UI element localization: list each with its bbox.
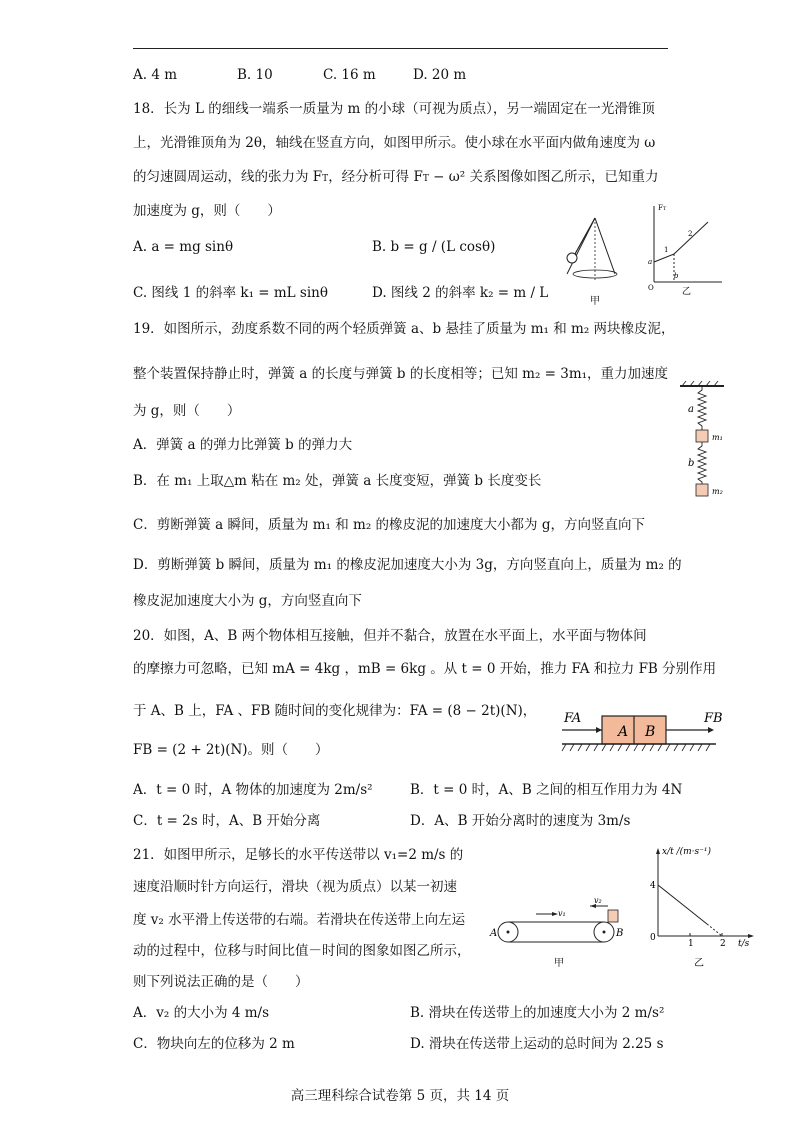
svg-text:v₂: v₂ bbox=[594, 896, 602, 905]
svg-text:2: 2 bbox=[720, 939, 726, 949]
q21-option-d: D. 滑块在传送带上运动的总时间为 2.25 s bbox=[410, 1036, 664, 1052]
q20-line-1: 20．如图，A、B 两个物体相互接触，但并不黏合，放置在水平面上，水平面与物体间 bbox=[133, 628, 647, 644]
q19-option-d-line-2: 橡皮泥加速度大小为 g，方向竖直向下 bbox=[133, 593, 362, 609]
q20-line-4: FB = (2 + 2t)(N)。则（ ） bbox=[133, 742, 329, 758]
q18-figure-cone bbox=[555, 212, 635, 312]
q18-line-3: 的匀速圆周运动，线的张力为 FT，经分析可得 FT − ω² 关系图像如图乙所示，已知重力 bbox=[133, 169, 659, 185]
q21-figure-graph bbox=[648, 842, 758, 972]
q19-line-3: 为 g，则（ ） bbox=[133, 403, 241, 419]
fig-jia-label: 甲 bbox=[590, 296, 600, 307]
svg-text:b: b bbox=[674, 272, 679, 280]
svg-text:m₂: m₂ bbox=[712, 487, 723, 496]
q18-figure-graph bbox=[648, 200, 728, 295]
q19-figure-springs bbox=[672, 380, 732, 500]
q21-figure-conveyor bbox=[486, 892, 636, 970]
q20-line-3: 于 A、B 上，FA 、FB 随时间的变化规律为：FA = (8 − 2t)(N)， bbox=[133, 703, 537, 719]
svg-text:O: O bbox=[648, 284, 654, 292]
svg-text:2: 2 bbox=[688, 230, 693, 238]
q21-line-1: 21．如图甲所示，足够长的水平传送带以 v₁=2 m/s 的 bbox=[133, 847, 464, 863]
q21-option-b: B. 滑块在传送带上的加速度大小为 2 m/s² bbox=[410, 1005, 665, 1021]
svg-text:FB: FB bbox=[704, 711, 723, 726]
svg-text:m₁: m₁ bbox=[712, 433, 723, 442]
q20-figure-blocks bbox=[558, 706, 728, 758]
q19-line-1: 19．如图所示，劲度系数不同的两个轻质弹簧 a、b 悬挂了质量为 m₁ 和 m₂ 两块橡皮泥， bbox=[133, 321, 675, 337]
svg-text:B: B bbox=[616, 928, 624, 939]
top-rule bbox=[133, 48, 668, 49]
q19-option-a: A．弹簧 a 的弹力比弹簧 b 的弹力大 bbox=[133, 437, 353, 453]
q17-option-d: D. 20 m bbox=[413, 67, 467, 83]
svg-text:甲: 甲 bbox=[554, 958, 564, 969]
q20-line-2: 的摩擦力可忽略，已知 mA = 4kg ，mB = 6kg 。从 t = 0 开始，推力 FA 和拉力 FB 分别作用 bbox=[133, 661, 717, 677]
svg-text:v₁: v₁ bbox=[558, 909, 566, 918]
svg-text:乙: 乙 bbox=[694, 958, 704, 969]
svg-text:A: A bbox=[618, 724, 629, 740]
svg-text:a: a bbox=[688, 404, 694, 415]
svg-text:4: 4 bbox=[650, 881, 656, 891]
q21-option-a: A．v₂ 的大小为 4 m/s bbox=[133, 1005, 270, 1021]
svg-text:1: 1 bbox=[664, 246, 669, 254]
svg-text:a: a bbox=[648, 258, 653, 266]
svg-text:x/t /(m·s⁻¹): x/t /(m·s⁻¹) bbox=[662, 847, 712, 857]
svg-text:A: A bbox=[490, 928, 498, 939]
q18-option-a: A. a = mg sinθ bbox=[133, 239, 234, 255]
q21-option-c: C．物块向左的位移为 2 m bbox=[133, 1036, 295, 1052]
q20-option-a: A．t = 0 时，A 物体的加速度为 2m/s² bbox=[133, 782, 373, 798]
fig-yi-label: 乙 bbox=[682, 287, 692, 297]
q19-line-2: 整个装置保持静止时，弹簧 a 的长度与弹簧 b 的长度相等；已知 m₂ = 3m₁，重力加速度 bbox=[133, 366, 669, 382]
q17-option-b: B. 10 bbox=[237, 67, 273, 83]
q18-line-1: 18．长为 L 的细线一端系一质量为 m 的小球（可视为质点），另一端固定在一光滑锥顶 bbox=[133, 101, 655, 117]
svg-text:t/s: t/s bbox=[738, 939, 750, 949]
q21-line-2: 速度沿顺时针方向运行，滑块（视为质点）以某一初速 bbox=[133, 879, 457, 895]
q20-option-d: D．A、B 开始分离时的速度为 3m/s bbox=[410, 813, 631, 829]
page-footer: 高三理科综合试卷第 5 页，共 14 页 bbox=[290, 1088, 510, 1104]
svg-text:b: b bbox=[688, 458, 695, 469]
q19-option-c: C．剪断弹簧 a 瞬间，质量为 m₁ 和 m₂ 的橡皮泥的加速度大小都为 g，方向竖直向下 bbox=[133, 517, 645, 533]
q21-line-4: 动的过程中，位移与时间比值－时间的图象如图乙所示， bbox=[133, 943, 471, 959]
q20-option-c: C．t = 2s 时，A、B 开始分离 bbox=[133, 813, 321, 829]
q17-option-a: A. 4 m bbox=[133, 67, 178, 83]
q19-option-b: B．在 m₁ 上取△m 粘在 m₂ 处，弹簧 a 长度变短，弹簧 b 长度变长 bbox=[133, 473, 542, 489]
q18-line-2: 上，光滑锥顶角为 2θ，轴线在竖直方向，如图甲所示。使小球在水平面内做角速度为 ω bbox=[133, 135, 656, 151]
q18-option-b: B. b = g / (L cosθ) bbox=[372, 239, 496, 255]
q20-option-b: B．t = 0 时，A、B 之间的相互作用力为 4N bbox=[410, 782, 683, 798]
q21-line-3: 度 v₂ 水平滑上传送带的右端。若滑块在传送带上向左运 bbox=[133, 912, 466, 928]
q17-option-c: C. 16 m bbox=[323, 67, 376, 83]
svg-text:FT: FT bbox=[658, 204, 667, 212]
q18-option-d: D. 图线 2 的斜率 k₂ = m / L bbox=[372, 285, 549, 301]
svg-text:FA: FA bbox=[564, 711, 582, 726]
svg-text:B: B bbox=[645, 724, 656, 740]
svg-text:1: 1 bbox=[688, 939, 694, 949]
q18-line-4: 加速度为 g，则（ ） bbox=[133, 203, 281, 219]
q18-option-c: C. 图线 1 的斜率 k₁ = mL sinθ bbox=[133, 285, 329, 301]
q21-line-5: 则下列说法正确的是（ ） bbox=[133, 974, 309, 990]
q19-option-d-line-1: D．剪断弹簧 b 瞬间，质量为 m₁ 的橡皮泥加速度大小为 3g，方向竖直向上，质量为 m₂ 的 bbox=[133, 557, 682, 573]
svg-text:0: 0 bbox=[650, 933, 656, 943]
